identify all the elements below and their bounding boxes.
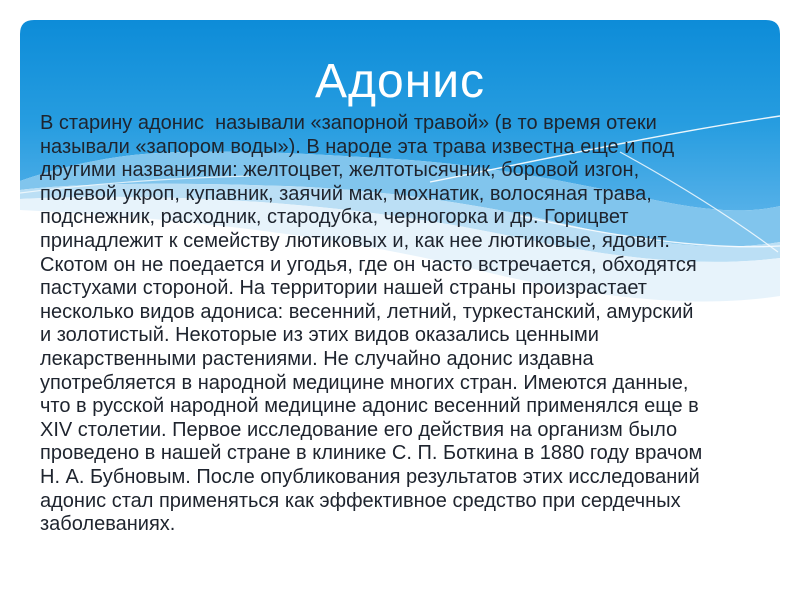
- body-text-line: В старину адонис называли «запорной травой» (в то время отеки: [40, 112, 657, 134]
- body-text-line: что в русской народной медицине адонис весенний применялся еще в: [40, 395, 699, 418]
- body-text-line: употребляется в народной медицине многих стран. Имеются данные,: [40, 371, 689, 394]
- slide-body-text: [40, 112, 780, 537]
- body-text-line: лекарственными растениями. Не случайно адонис издавна: [40, 347, 594, 370]
- body-text-line: Скотом он не поедается и угодья, где он часто встречается, обходятся: [40, 253, 697, 276]
- body-text-line: несколько видов адониса: весенний, летний, туркестанский, амурский: [40, 300, 694, 323]
- body-text-line: и золотистый. Некоторые из этих видов оказались ценными: [40, 324, 599, 347]
- body-text-line: подснежник, расходник, стародубка, черногорка и др. Горицвет: [40, 206, 629, 229]
- body-text-line: принадлежит к семейству лютиковых и, как нее лютиковые, ядовит.: [40, 229, 670, 252]
- body-text-line: пастухами стороной. На территории нашей страны произрастает: [40, 277, 647, 300]
- body-text-line: называли «запором воды»). В народе эта трава известна еще и под: [40, 135, 675, 158]
- body-text-line: адонис стал применяться как эффективное средство при сердечных: [40, 489, 681, 512]
- slide-title: Адонис: [314, 55, 486, 108]
- body-text-line: заболеваниях.: [40, 513, 176, 536]
- body-text-line: XIV столетии. Первое исследование его действия на организм было: [40, 418, 678, 441]
- body-text-line: Н. А. Бубновым. После опубликования результатов этих исследований: [40, 465, 700, 488]
- body-text-line: проведено в нашей стране в клинике С. П. Боткина в 1880 году врачом: [40, 442, 703, 465]
- body-text-line: полевой укроп, купавник, заячий мак, мохнатик, волосяная трава,: [40, 182, 652, 205]
- body-text-line: другими названиями: желтоцвет, желтотысячник, боровой изгон,: [40, 159, 640, 182]
